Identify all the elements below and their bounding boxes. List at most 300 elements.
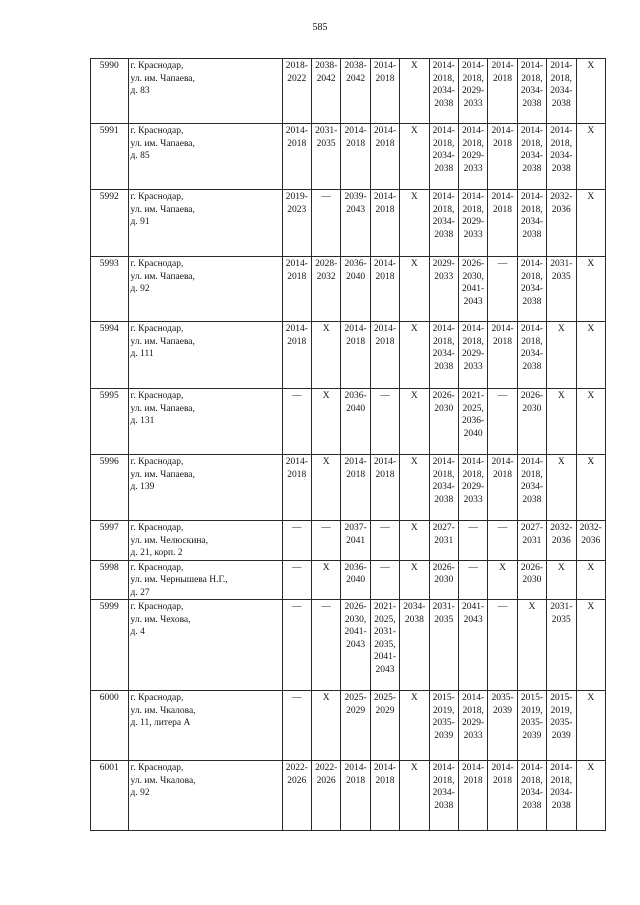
schedule-cell [400,691,429,761]
schedule-cell [311,600,340,691]
schedule-cell [311,190,340,257]
schedule-line: 2034- [520,151,543,161]
address-line: г. Краснодар, [130,126,184,136]
schedule-cell [429,600,458,691]
schedule-line: 2018, [433,138,455,149]
address-line: г. Краснодар, [130,523,184,533]
schedule-line: 2033 [463,163,483,174]
table-row [91,691,606,761]
schedule-line: 2030, [344,614,367,625]
table-row [91,600,606,691]
schedule-line: X [410,457,418,467]
schedule-line: 2018 [346,138,366,149]
schedule-line: 2038 [522,163,542,174]
schedule-line: 2038 [522,494,542,505]
schedule-line: 2036- [344,391,367,401]
address-cell [128,322,282,389]
schedule-cell [547,389,576,455]
schedule-cell [488,124,517,190]
schedule-line: 2014- [550,61,573,71]
schedule-line: 2014- [373,126,397,136]
schedule-line: 2035, [374,639,396,650]
row-number: 6001 [91,761,129,831]
schedule-cell [517,59,546,124]
schedule-line: 2015- [520,693,543,703]
schedule-cell [341,190,370,257]
row-number: 5998 [91,560,129,600]
table-row [91,761,606,831]
schedule-cell [517,322,546,389]
address-line: д. 83 [130,86,150,96]
schedule-cell [429,691,458,761]
schedule-line: 2014- [344,126,367,136]
schedule-line: 2035- [432,718,455,728]
schedule-line: 2018 [463,775,483,786]
schedule-line: 2034- [520,349,543,359]
schedule-line: 2028- [315,259,338,269]
schedule-cell [517,521,546,561]
schedule-cell [341,600,370,691]
schedule-line: 2043 [346,639,366,650]
schedule-line: 2018, [521,138,543,149]
schedule-cell [400,190,429,257]
schedule-line: 2021- [373,602,397,612]
schedule-line: 2014- [491,324,514,334]
schedule-line: X [528,602,536,612]
table-row [91,124,606,190]
schedule-cell [282,521,311,561]
schedule-line: 2041- [373,652,397,662]
schedule-line: 2040 [346,575,366,585]
schedule-cell [517,455,546,521]
schedule-line: 2036 [551,204,571,215]
schedule-cell [311,521,340,561]
address-line: ул. им. Чапаева, [130,403,195,414]
schedule-cell [282,600,311,691]
schedule-line: X [322,457,330,467]
row-number: 5999 [91,600,129,691]
schedule-line: 2014- [520,126,543,136]
schedule-line: 2038 [434,98,454,109]
schedule-cell [576,322,606,389]
schedule-line: 2025, [462,403,484,414]
schedule-line: 2014- [491,126,514,136]
schedule-line: 2040 [346,271,366,282]
schedule-cell [370,59,399,124]
schedule-cell [458,455,487,521]
address-cell [128,761,282,831]
schedule-cell [341,521,370,561]
schedule-line: 2018 [493,138,513,149]
schedule-line: 2031- [373,627,397,637]
schedule-line: 2014- [373,192,397,202]
table-row [91,521,606,561]
schedule-line: 2018, [433,204,455,215]
schedule-line: — [321,523,331,533]
schedule-line: X [410,126,418,136]
schedule-cell [488,190,517,257]
schedule-line: 2033 [463,361,483,372]
table-row [91,560,606,600]
address-line: д. 85 [130,151,150,161]
schedule-line: 2014- [520,259,543,269]
schedule-line: 2018 [287,336,307,347]
schedule-cell [429,257,458,322]
schedule-cell [400,59,429,124]
address-cell [128,124,282,190]
schedule-line: 2018 [346,336,366,347]
schedule-line: X [587,562,595,573]
schedule-cell [458,560,487,600]
schedule-line: 2043 [463,614,483,625]
schedule-line: 2014- [285,324,308,334]
schedule-line: 2014- [520,61,543,71]
schedule-line: X [499,562,506,573]
schedule-line: 2034- [520,86,543,96]
schedule-line: 2018 [375,469,395,480]
schedule-cell [341,322,370,389]
row-number: 5997 [91,521,129,561]
schedule-line: 2029- [462,86,485,96]
schedule-line: 2038 [522,98,542,109]
schedule-line: 2038- [344,61,367,71]
address-cell [128,600,282,691]
schedule-cell [458,389,487,455]
schedule-line: 2034- [520,482,543,492]
schedule-line: 2036- [462,416,485,426]
address-cell [128,389,282,455]
schedule-line: 2022 [287,73,307,84]
schedule-line: 2018, [433,775,455,786]
schedule-line: — [292,562,302,573]
schedule-cell [576,521,606,561]
schedule-line: 2038 [404,614,424,625]
schedule-line: 2026- [432,562,455,573]
schedule-line: 2015- [550,693,573,703]
schedule-cell [370,600,399,691]
schedule-line: 2043 [463,296,483,307]
address-line: ул. им. Чапаева, [130,138,195,149]
schedule-cell [311,124,340,190]
schedule-cell [517,691,546,761]
schedule-cell [576,691,606,761]
schedule-line: X [410,391,418,401]
schedule-line: 2038- [315,61,338,71]
schedule-line: 2033 [463,229,483,240]
address-cell [128,190,282,257]
schedule-line: 2034- [432,788,455,798]
schedule-line: 2014- [432,192,455,202]
schedule-line: 2030 [434,575,454,585]
schedule-line: — [292,523,302,533]
schedule-cell [576,761,606,831]
schedule-cell [488,691,517,761]
row-number: 5990 [91,59,129,124]
schedule-line: 2034- [432,151,455,161]
schedule-line: 2033 [463,730,483,741]
schedule-line: 2018, [462,138,484,149]
schedule-cell [517,389,546,455]
schedule-line: 2038 [551,163,571,174]
schedule-line: 2034- [550,151,573,161]
table-body [91,59,606,831]
schedule-cell [370,389,399,455]
schedule-line: 2026- [344,602,367,612]
schedule-cell [488,59,517,124]
schedule-line: 2018 [493,336,513,347]
schedule-cell [282,389,311,455]
schedule-line: X [587,324,595,334]
schedule-line: 2018, [433,336,455,347]
schedule-cell [458,190,487,257]
schedule-line: 2040 [346,403,366,414]
schedule-line: 2033 [463,98,483,109]
schedule-line: 2018, [462,204,484,215]
schedule-line: 2014- [344,763,367,773]
schedule-line: 2018 [287,138,307,149]
schedule-line: 2019, [433,705,455,716]
schedule-line: 2014- [462,324,485,334]
schedule-cell [400,560,429,600]
schedule-line: 2038 [522,229,542,240]
table-row [91,455,606,521]
address-line: ул. им. Чехова, [130,614,191,625]
schedule-line: 2026 [287,775,307,786]
schedule-line: 2018 [493,775,513,786]
schedule-cell [576,600,606,691]
schedule-cell [517,560,546,600]
schedule-line: 2018 [493,469,513,480]
schedule-line: 2018, [550,73,572,84]
schedule-line: X [410,523,418,533]
schedule-line: 2032- [579,523,602,533]
schedule-line: 2029- [432,259,455,269]
schedule-cell [400,600,429,691]
schedule-line: 2030 [522,403,542,414]
schedule-cell [400,124,429,190]
row-number: 5993 [91,257,129,322]
schedule-cell [311,691,340,761]
schedule-line: 2034- [520,217,543,227]
row-number: 5992 [91,190,129,257]
schedule-cell [429,124,458,190]
schedule-line: 2018 [375,204,395,215]
schedule-cell [458,521,487,561]
schedule-line: 2018 [346,469,366,480]
schedule-line: 2041- [462,602,485,612]
schedule-line: X [587,259,595,269]
schedule-cell [311,455,340,521]
schedule-line: 2040 [463,428,483,439]
schedule-line: 2039 [493,705,513,716]
schedule-line: 2018, [550,138,572,149]
schedule-line: 2018, [521,204,543,215]
schedule-line: — [292,602,302,612]
schedule-line: 2031- [550,602,573,612]
table-row [91,257,606,322]
schedule-line: 2043 [346,204,366,215]
schedule-line: — [380,391,390,401]
schedule-line: 2029- [462,349,485,359]
schedule-line: 2029 [375,705,395,716]
row-number: 6000 [91,691,129,761]
schedule-cell [400,761,429,831]
schedule-line: 2030 [434,403,454,414]
address-line: г. Краснодар, [130,61,184,71]
schedule-line: 2023 [287,204,307,215]
schedule-line: 2036 [581,535,601,546]
address-line: г. Краснодар, [130,693,184,703]
schedule-line: 2027- [432,523,455,533]
schedule-line: X [322,324,330,334]
schedule-cell [458,59,487,124]
schedule-cell [311,59,340,124]
schedule-line: 2018, [521,73,543,84]
address-line: д. 131 [130,416,155,426]
schedule-line: X [557,391,565,401]
schedule-cell [282,257,311,322]
schedule-cell [282,691,311,761]
schedule-line: 2035 [434,614,454,625]
schedule-line: X [587,763,595,773]
address-cell [128,560,282,600]
schedule-line: 2033 [463,494,483,505]
schedule-line: 2035 [551,614,571,625]
schedule-line: — [468,523,478,533]
address-cell [128,691,282,761]
schedule-cell [458,124,487,190]
schedule-line: 2014- [373,324,397,334]
row-number: 5994 [91,322,129,389]
schedule-cell [341,124,370,190]
schedule-line: 2031- [315,126,338,136]
address-line: г. Краснодар, [130,324,184,334]
schedule-cell [370,257,399,322]
schedule-line: 2014- [462,457,485,467]
schedule-cell [576,560,606,600]
schedule-line: X [410,61,418,71]
schedule-line: — [497,391,508,401]
schedule-cell [458,691,487,761]
schedule-line: 2031 [434,535,454,546]
schedule-cell [458,761,487,831]
schedule-line: 2014- [462,61,485,71]
address-line: ул. им. Челюскина, [130,535,208,546]
schedule-line: 2014- [432,61,455,71]
schedule-cell [547,124,576,190]
schedule-line: 2014- [285,126,308,136]
schedule-line: 2014- [462,192,485,202]
schedule-line: 2031 [522,535,542,546]
address-line: г. Краснодар, [130,391,184,401]
schedule-line: 2029- [462,718,485,728]
schedule-line: 2038 [434,163,454,174]
schedule-line: 2025- [344,693,367,703]
schedule-cell [547,190,576,257]
schedule-cell [429,322,458,389]
schedule-line: 2034- [550,788,573,798]
schedule-cell [488,560,517,600]
schedule-cell [282,59,311,124]
address-line: ул. им. Чапаева, [130,336,195,347]
schedule-line: X [410,763,418,773]
schedule-line: 2026 [316,775,336,786]
schedule-cell [341,389,370,455]
address-cell [128,455,282,521]
schedule-line: 2035- [550,718,573,728]
schedule-line: 2031- [550,259,573,269]
address-line: д. 4 [130,627,145,637]
schedule-line: 2034- [432,86,455,96]
schedule-cell [429,389,458,455]
schedule-cell [400,455,429,521]
schedule-cell [517,190,546,257]
schedule-cell [547,691,576,761]
schedule-line: 2041 [346,535,366,546]
row-number: 5995 [91,389,129,455]
schedule-line: 2026- [432,391,455,401]
schedule-line: — [380,523,390,533]
schedule-line: 2038 [551,98,571,109]
schedule-line: 2041- [462,284,485,294]
schedule-cell [576,257,606,322]
schedule-line: 2035- [520,718,543,728]
table-row [91,322,606,389]
schedule-line: 2030, [462,271,484,282]
schedule-line: — [380,562,390,573]
schedule-cell [311,389,340,455]
schedule-cell [341,560,370,600]
schedule-cell [282,455,311,521]
address-line: ул. им. Чапаева, [130,469,195,480]
schedule-line: 2026- [520,391,543,401]
schedule-cell [429,560,458,600]
address-line: д. 92 [130,284,150,294]
schedule-line: 2038 [434,800,454,811]
schedule-cell [517,761,546,831]
schedule-line: 2027- [520,523,543,533]
schedule-line: 2014- [550,763,573,773]
schedule-line: 2043 [375,664,395,675]
schedule-line: 2032- [550,523,573,533]
schedule-line: 2018, [521,336,543,347]
schedule-line: 2030 [522,575,542,585]
schedule-line: 2018- [285,61,308,71]
schedule-line: 2018, [462,469,484,480]
schedule-line: — [292,693,302,703]
schedule-cell [341,761,370,831]
schedule-line: 2029- [462,151,485,161]
schedule-cell [488,257,517,322]
schedule-cell [488,761,517,831]
schedule-cell [458,322,487,389]
schedule-cell [370,322,399,389]
schedule-line: 2014- [520,763,543,773]
schedule-line: X [557,324,565,334]
schedule-line: 2029- [462,482,485,492]
schedule-cell [282,190,311,257]
address-line: д. 21, корп. 2 [130,548,183,558]
schedule-cell [547,455,576,521]
schedule-line: 2018, [550,775,572,786]
schedule-line: X [410,259,418,269]
schedule-line: 2014- [491,192,514,202]
address-cell [128,59,282,124]
schedule-line: X [410,693,418,703]
schedule-line: 2026- [462,259,485,269]
schedule-line: — [321,602,331,612]
schedule-line: — [468,562,478,573]
